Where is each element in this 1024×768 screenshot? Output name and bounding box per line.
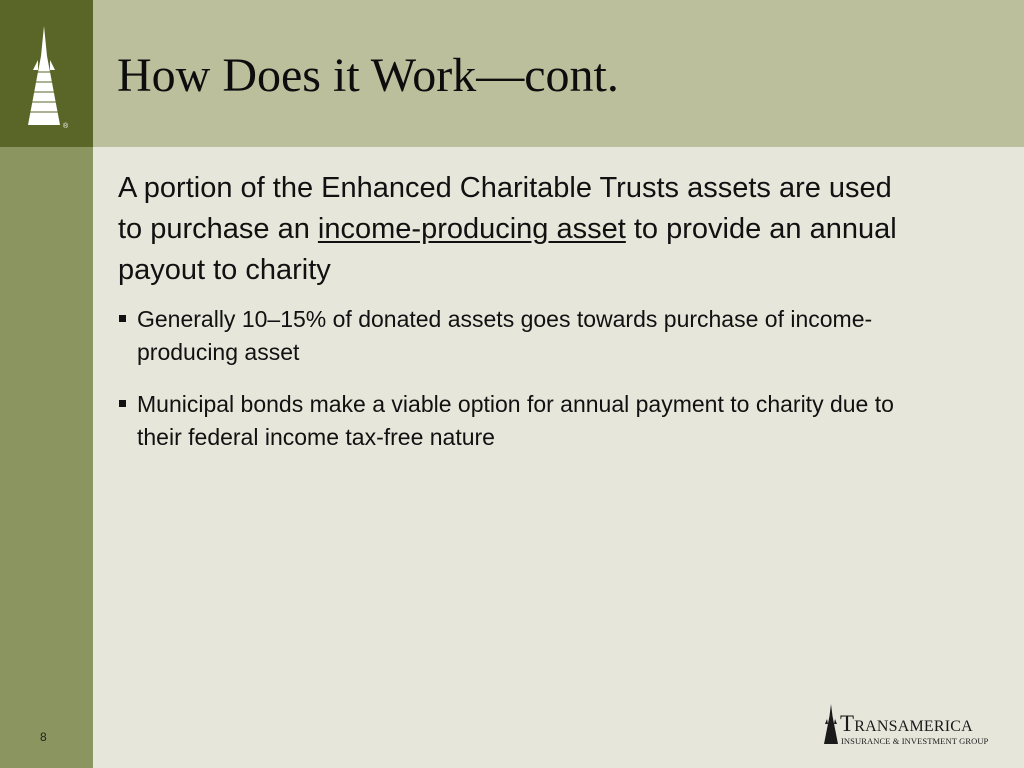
transamerica-pyramid-icon [822, 702, 840, 746]
square-bullet-icon [119, 315, 126, 322]
bullet-item [118, 388, 927, 454]
intro-text-after: to provide an annual payout to charity [118, 213, 897, 286]
square-bullet-icon [119, 400, 126, 407]
intro-paragraph [118, 168, 918, 291]
brand-logo [822, 702, 1002, 750]
brand-tagline: INSURANCE & INVESTMENT GROUP [841, 736, 989, 746]
registered-mark: ® [63, 123, 69, 130]
intro-underlined-text: income-producing asset [317, 213, 626, 245]
bullet-text: Municipal bonds make a viable option for annual payment to charity due to their federal income tax-free nature [137, 391, 894, 450]
bullet-list [118, 303, 918, 454]
brand-name: Transamerica [840, 711, 973, 736]
slide-title: How Does it Work—cont. [117, 49, 619, 102]
bullet-item [118, 303, 927, 369]
page-number: 8 [40, 730, 47, 744]
bullet-text: Generally 10–15% of donated assets goes towards purchase of income-producing asset [137, 306, 873, 365]
transamerica-pyramid-icon [0, 0, 93, 147]
logo-box [0, 0, 93, 147]
title-bar [93, 0, 1024, 147]
intro-text-before: A portion of the Enhanced Charitable Trusts assets are used to purchase an [118, 172, 892, 245]
slide-content [118, 168, 918, 473]
